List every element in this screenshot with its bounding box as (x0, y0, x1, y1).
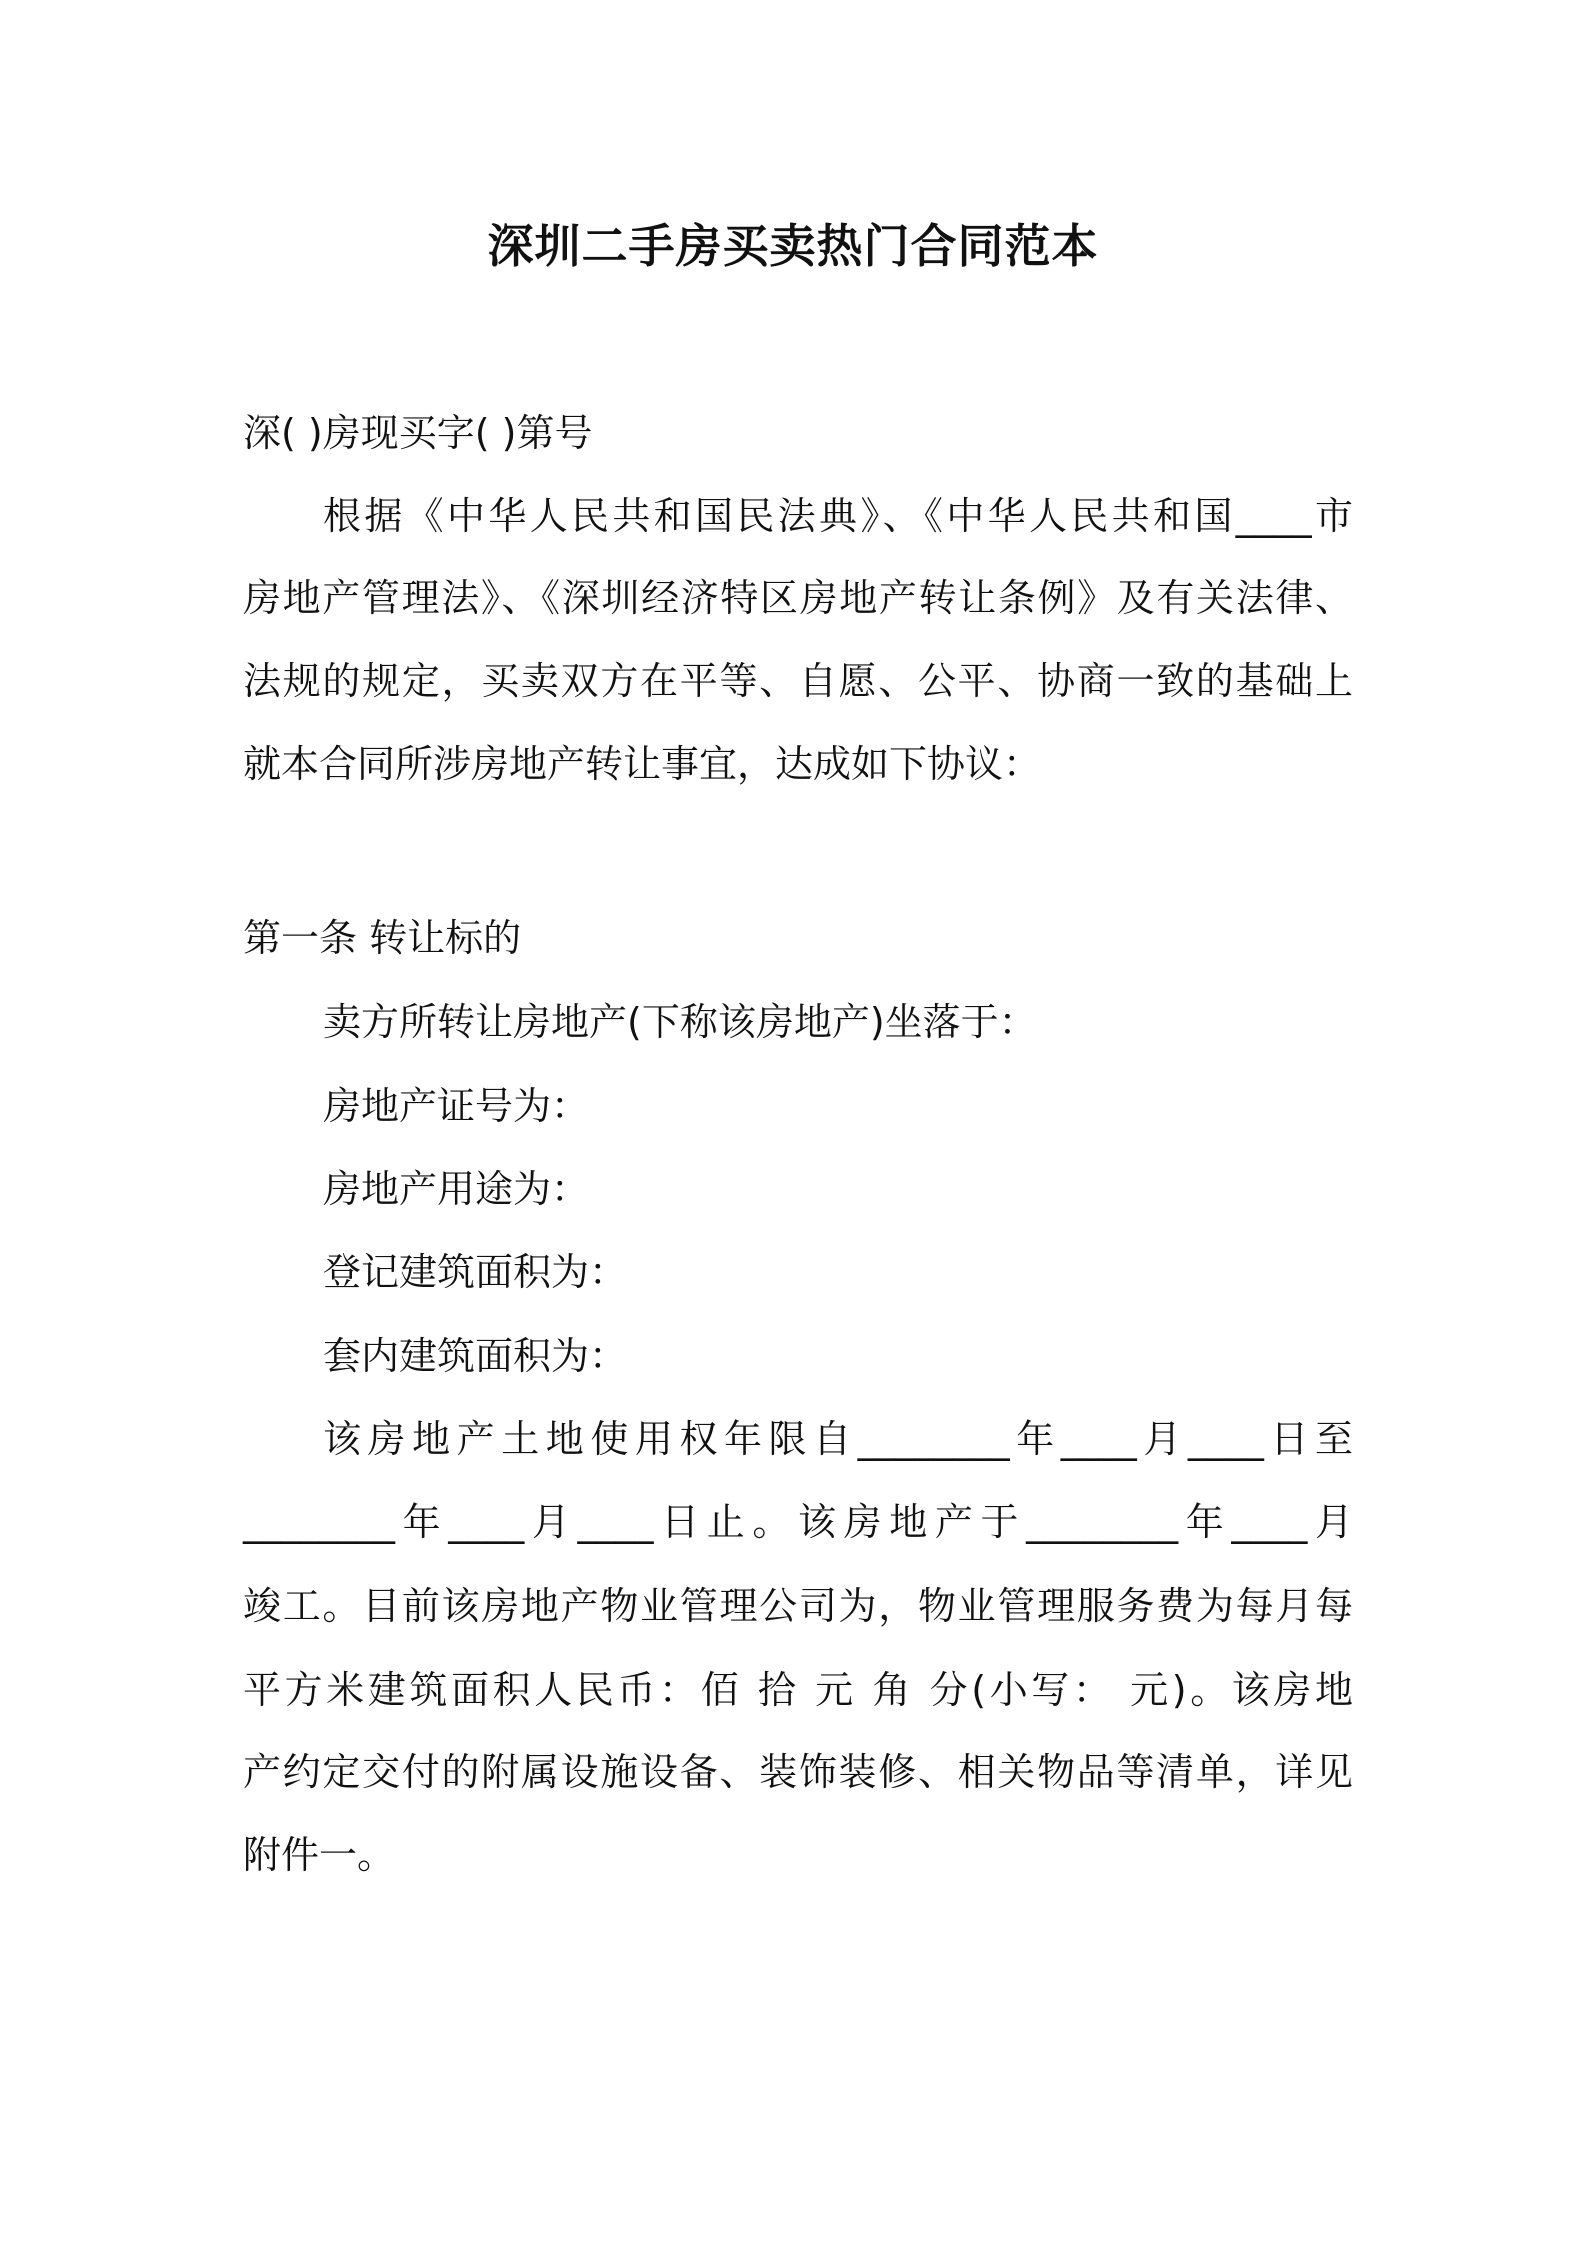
field-location: 卖方所转让房地产(下称该房地产)坐落于： (323, 1000, 1037, 1044)
field-certificate-number: 房地产证号为： (323, 1084, 590, 1128)
paragraph-line-6: 附件一。 (243, 1833, 396, 1877)
paragraph-line-3: 竣工。目前该房地产物业管理公司为，物业管理服务费为每月每 (243, 1584, 1353, 1628)
preamble-line-1: 根据《中华人民共和国民法典》、《中华人民共和国____市 (323, 494, 1353, 538)
document-title: 深圳二手房买卖热门合同范本 (487, 219, 1099, 273)
paragraph-line-2: ________年____月____日止。该房地产于________年____月 (243, 1500, 1353, 1544)
paragraph-line-4: 平方米建筑面积人民币：佰 拾 元 角 分(小写： 元)。该房地 (243, 1668, 1353, 1712)
paragraph-line-1: 该房地产土地使用权年限自________年____月____日至 (323, 1417, 1353, 1461)
reference-number-line: 深( )房现买字( )第号 (243, 411, 593, 455)
article-1-heading: 第一条 转让标的 (243, 916, 522, 960)
preamble-line-4: 就本合同所涉房地产转让事宜，达成如下协议： (243, 742, 1042, 786)
field-usage: 房地产用途为： (323, 1167, 590, 1211)
paragraph-line-5: 产约定交付的附属设施设备、装饰装修、相关物品等清单，详见 (243, 1750, 1353, 1794)
preamble-line-2: 房地产管理法》、《深圳经济特区房地产转让条例》及有关法律、 (243, 576, 1353, 620)
field-registered-area: 登记建筑面积为： (323, 1250, 628, 1294)
field-inner-area: 套内建筑面积为： (323, 1334, 628, 1378)
preamble-line-3: 法规的规定，买卖双方在平等、自愿、公平、协商一致的基础上 (243, 659, 1353, 703)
